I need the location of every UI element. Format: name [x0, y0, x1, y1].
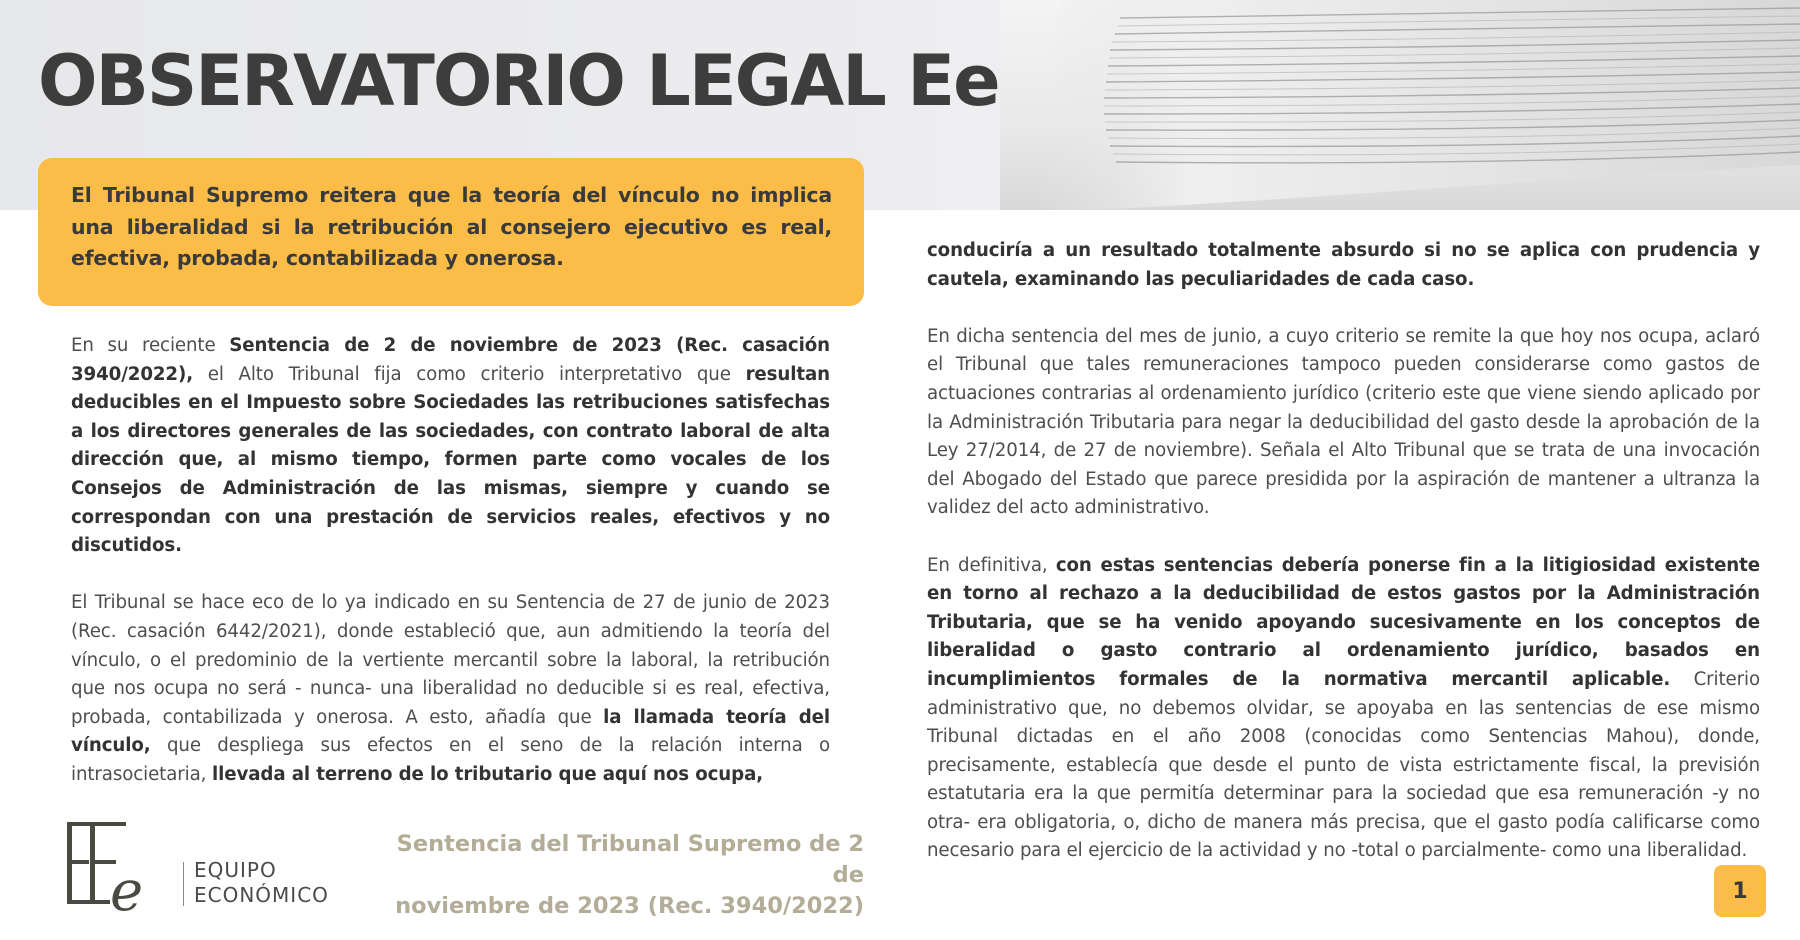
book-pages-illustration	[1000, 0, 1800, 210]
right-column	[927, 237, 1760, 895]
summary-callout	[38, 158, 864, 306]
bold-span: la llamada teoría del vínculo,	[71, 706, 831, 757]
bold-span: resultan deducibles en el Impuesto sobre Sociedades las retribuciones satisfechas a los directores generales de las sociedades, con contrato laboral de alta dirección que, al mismo tiempo, formen parte como vocales de los Consejos de Administración de las mismas, siempre y cuando se correspondan con una prestación de servicios reales, efectivos y no discutidos.	[71, 363, 830, 557]
caption-line-1: Sentencia del Tribunal Supremo de 2 de	[396, 831, 864, 888]
right-paragraph-3	[927, 552, 1760, 867]
text-span: El Tribunal se hace eco de lo ya indicado en su Sentencia de 27 de junio de 2023 (Rec. casación 6442/2021), donde estableció que, aun admitiendo la teoría del vínculo, o el predominio de la vertiente mercantil sobre la laboral, la retribución que nos ocupa no será - nunca- una liberalidad no deducible si es real, efectiva, probada, contabilizada y onerosa. A esto, añadía que	[71, 592, 830, 728]
text-span: Criterio administrativo que, no debemos olvidar, se apoyaba en las sentencias de ese mismo Tribunal dictadas en el año 2008 (conocidas como Sentencias Mahou), donde, precisamente, establecía que desde el punto de vista estrictamente fiscal, la previsión estatutaria era la que permitía determinar para la sociedad que esa remuneración -y no otra- era obligatoria, o, dicho de manera más precisa, que el gasto podía calificarse como necesario para el ejercicio de la actividad y no -total o parcialmente- como una liberalidad.	[927, 668, 1760, 862]
bold-span: llevada al terreno de lo tributario que aquí nos ocupa,	[212, 763, 764, 785]
page-title: OBSERVATORIO LEGAL Ee	[38, 40, 999, 122]
bold-span: Sentencia de 2 de noviembre de 2023 (Rec. casación 3940/2022),	[71, 335, 830, 385]
caption-line-2: noviembre de 2023 (Rec. 3940/2022)	[395, 893, 864, 919]
logo-divider	[183, 862, 184, 906]
text-span: que despliega sus efectos en el seno de la relación interna o intrasocietaria,	[71, 735, 830, 785]
text-span: En definitiva,	[927, 554, 1056, 576]
page-number-badge: 1	[1714, 865, 1766, 917]
bold-span: con estas sentencias debería ponerse fin a la litigiosidad existente en torno al rechazo a la deducibilidad de estos gastos por la Administración Tributaria, que se ha venido apoyando sucesivamente en los conceptos de liberalidad o gasto contrario al ordenamiento jurídico, basados en incumplimientos formales de la normativa mercantil aplicable.	[927, 554, 1760, 690]
text-span: En su reciente	[71, 335, 230, 356]
text-span: el Alto Tribunal fija como criterio interpretativo que	[193, 363, 746, 385]
logo-line-1: EQUIPO	[194, 858, 277, 882]
right-paragraph-1	[927, 237, 1760, 294]
left-paragraph-1	[71, 332, 830, 561]
summary-callout-text: El Tribunal Supremo reitera que la teoría del vínculo no implica una liberalidad si la retribución al consejero ejecutivo es real, efectiva, probada, contabilizada y onerosa.	[71, 183, 832, 270]
svg-text:e: e	[110, 859, 144, 912]
logo-line-2: ECONÓMICO	[194, 883, 329, 907]
book-pages-image	[1000, 0, 1800, 210]
bold-span: conduciría a un resultado totalmente absurdo si no se aplica con prudencia y cautela, examinando las peculiaridades de cada caso.	[927, 240, 1760, 290]
right-paragraph-2: En dicha sentencia del mes de junio, a cuyo criterio se remite la que hoy nos ocupa, aclaró el Tribunal que tales remuneraciones tampoco pueden considerarse como gastos de actuaciones contrarias al ordenamiento jurídico (criterio este que viene siendo aplicado por la Administración Tributaria para negar la deducibilidad del gasto desde la aprobación de la Ley 27/2014, de 27 de noviembre). Señala el Alto Tribunal que se trata de una invocación del Abogado del Estado que parece presidida por la aspiración de mantener a ultranza la validez del acto administrativo.	[927, 325, 1760, 519]
logo-wordmark	[194, 858, 329, 908]
left-column	[71, 332, 830, 818]
left-paragraph-2	[71, 589, 830, 789]
reference-caption	[370, 829, 864, 922]
